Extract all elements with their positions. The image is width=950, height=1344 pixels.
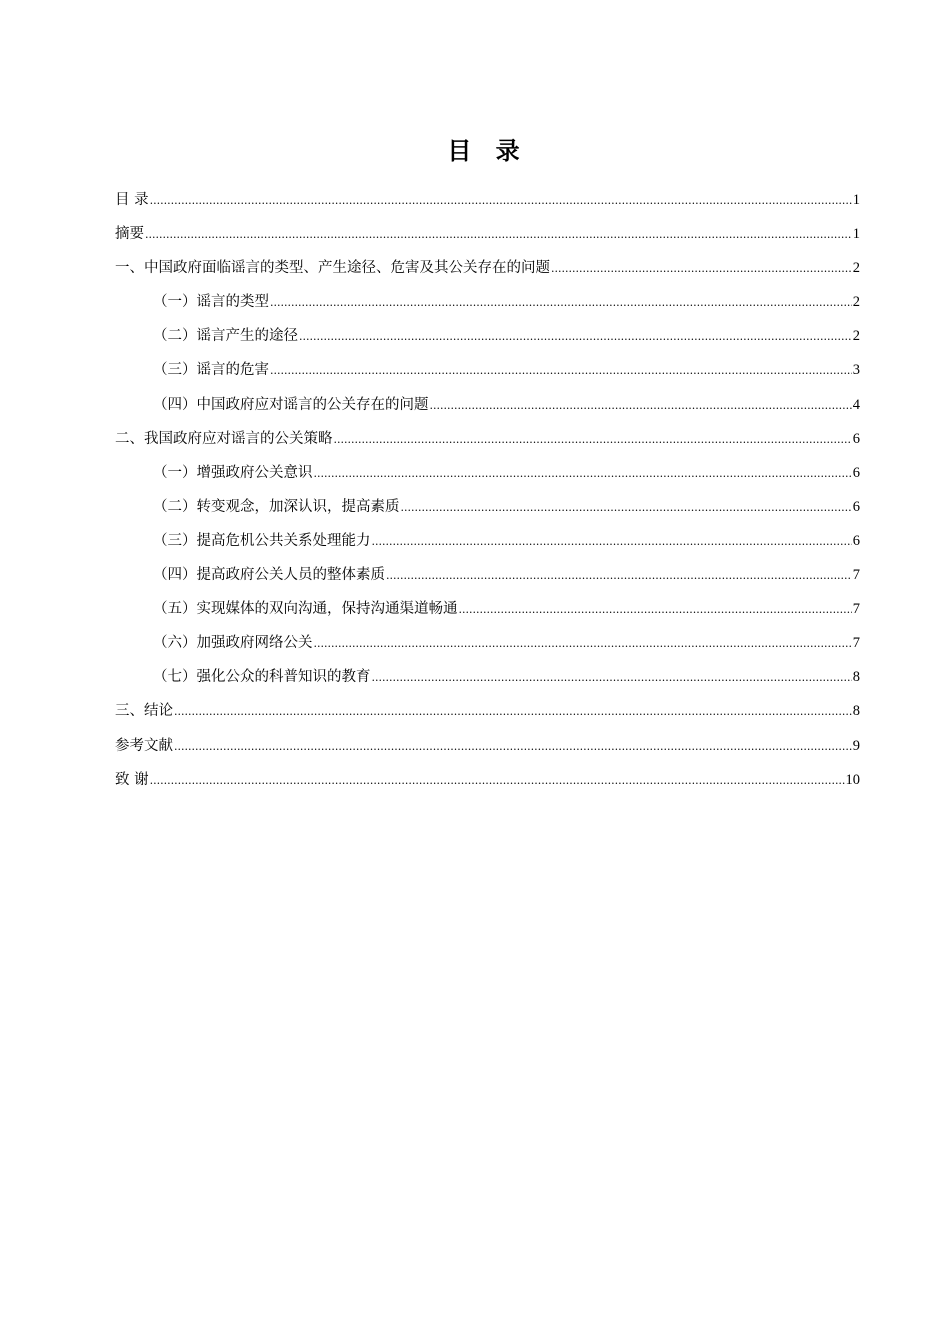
- toc-entry-page: 10: [845, 771, 860, 788]
- toc-entry-page: 7: [852, 635, 860, 652]
- toc-leader-dots: [430, 392, 852, 420]
- toc-entry[interactable]: [115, 425, 860, 459]
- toc-leader-dots: [145, 221, 852, 249]
- toc-entry-label: 三、结论: [115, 703, 173, 720]
- toc-entry-page: 1: [852, 226, 860, 243]
- toc-leader-dots: [270, 289, 852, 317]
- toc-entry[interactable]: [115, 697, 860, 731]
- toc-entry-label: （六）加强政府网络公关: [153, 635, 313, 652]
- toc-entry-page: 6: [852, 498, 860, 515]
- toc-entry-label: （一）增强政府公关意识: [153, 464, 313, 481]
- toc-leader-dots: [314, 460, 852, 488]
- toc-entry[interactable]: [115, 766, 860, 800]
- toc-entry[interactable]: [115, 663, 860, 697]
- toc-entry[interactable]: [115, 595, 860, 629]
- toc-leader-dots: [174, 733, 852, 761]
- toc-entry-page: 2: [852, 328, 860, 345]
- toc-entry[interactable]: [115, 356, 860, 390]
- toc-leader-dots: [459, 596, 852, 624]
- toc-leader-dots: [314, 630, 852, 658]
- toc-entry-page: 8: [852, 669, 860, 686]
- toc-leader-dots: [334, 426, 852, 454]
- toc-leader-dots: [551, 255, 852, 283]
- toc-entry-page: 8: [852, 703, 860, 720]
- toc-entry[interactable]: [115, 322, 860, 356]
- toc-entry[interactable]: [115, 527, 860, 561]
- toc-leader-dots: [174, 698, 852, 726]
- toc-entry-label: 一、中国政府面临谣言的类型、产生途径、危害及其公关存在的问题: [115, 260, 550, 277]
- toc-entry-page: 7: [852, 567, 860, 584]
- toc-entry-label: （四）中国政府应对谣言的公关存在的问题: [153, 396, 429, 413]
- toc-entry-label: 目 录: [115, 192, 149, 208]
- toc-entry[interactable]: [115, 732, 860, 766]
- toc-entry-label: （七）强化公众的科普知识的教育: [153, 669, 371, 686]
- toc-entry-page: 7: [852, 601, 860, 618]
- toc-entry[interactable]: [115, 629, 860, 663]
- toc-entry-page: 2: [852, 260, 860, 277]
- toc-entry[interactable]: [115, 288, 860, 322]
- toc-entry-label: （三）谣言的危害: [153, 362, 269, 379]
- toc-list: [115, 186, 860, 800]
- toc-entry[interactable]: [115, 186, 860, 220]
- toc-entry-label: （一）谣言的类型: [153, 294, 269, 311]
- toc-entry-page: 6: [852, 532, 860, 549]
- toc-leader-dots: [270, 357, 852, 385]
- toc-entry-page: 4: [852, 396, 860, 413]
- toc-leader-dots: [372, 528, 852, 556]
- toc-entry[interactable]: [115, 493, 860, 527]
- toc-entry-label: 参考文献: [115, 737, 173, 754]
- toc-entry-page: 3: [852, 362, 860, 379]
- toc-leader-dots: [299, 323, 852, 351]
- toc-entry[interactable]: [115, 391, 860, 425]
- toc-entry-page: 2: [852, 294, 860, 311]
- toc-entry[interactable]: [115, 459, 860, 493]
- toc-entry[interactable]: [115, 254, 860, 288]
- toc-entry[interactable]: [115, 220, 860, 254]
- toc-entry-label: （四）提高政府公关人员的整体素质: [153, 567, 385, 584]
- toc-entry-label: （五）实现媒体的双向沟通，保持沟通渠道畅通: [153, 601, 458, 618]
- toc-leader-dots: [386, 562, 852, 590]
- toc-entry-page: 1: [852, 192, 860, 208]
- toc-entry-page: 6: [852, 464, 860, 481]
- toc-entry-label: 摘要: [115, 226, 144, 243]
- toc-entry[interactable]: [115, 561, 860, 595]
- toc-leader-dots: [150, 187, 852, 215]
- toc-leader-dots: [401, 494, 852, 522]
- toc-entry-label: 二、我国政府应对谣言的公关策略: [115, 430, 333, 447]
- toc-leader-dots: [372, 664, 852, 692]
- toc-entry-label: （三）提高危机公共关系处理能力: [153, 532, 371, 549]
- toc-entry-label: （二）谣言产生的途径: [153, 328, 298, 345]
- toc-title: 目 录: [447, 137, 528, 165]
- toc-entry-page: 6: [852, 430, 860, 447]
- toc-leader-dots: [150, 767, 845, 795]
- toc-entry-page: 9: [852, 737, 860, 754]
- toc-entry-label: （二）转变观念，加深认识，提高素质: [153, 498, 400, 515]
- toc-entry-label: 致 谢: [115, 771, 149, 788]
